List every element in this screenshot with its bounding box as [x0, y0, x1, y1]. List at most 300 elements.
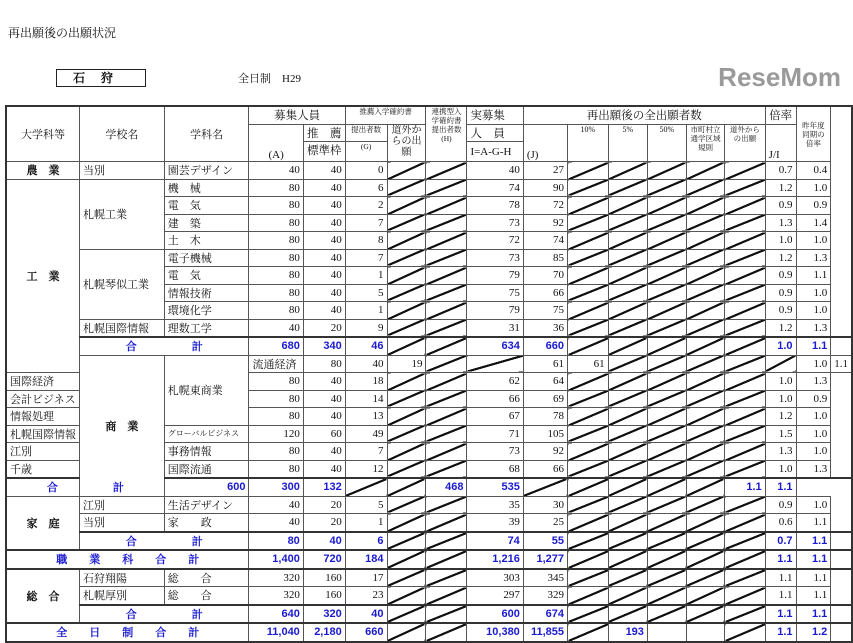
header-category: 大学科等: [6, 106, 80, 162]
grand-total-row: [6, 550, 852, 569]
p50-cell: [647, 197, 686, 215]
outside-cell: [426, 355, 467, 373]
p10-cell: [568, 408, 609, 426]
outside2-cell: [725, 496, 765, 514]
submitted-cell: 18: [345, 373, 387, 391]
outside2-cell: [765, 355, 796, 373]
ratio-cell: 1.0: [765, 460, 796, 478]
municipal-cell: [686, 425, 724, 443]
outside-cell: [387, 249, 426, 267]
capacity-cell: 80: [249, 408, 303, 426]
outside-cell: [387, 162, 426, 180]
rec-quota-cell: 300: [249, 478, 303, 496]
actual-cell: 68: [467, 460, 523, 478]
p5-cell: [608, 569, 647, 587]
header-rec-quota: 推 薦: [303, 124, 345, 142]
p50-cell: [647, 337, 686, 355]
p10-cell: [568, 550, 609, 569]
p10-cell: [568, 319, 609, 337]
rec-quota-cell: 40: [303, 197, 345, 215]
school-cell: 札幌琴似工業: [80, 249, 165, 319]
actual-cell: 74: [467, 532, 523, 551]
subtotal-row: [6, 478, 852, 496]
linked-cell: [426, 337, 467, 355]
prev-ratio-cell: 1.1: [796, 605, 831, 624]
capacity-cell: 80: [249, 267, 303, 285]
p10-cell: [608, 355, 647, 373]
dept-cell: 電 気: [164, 267, 249, 285]
dept-cell: 会計ビジネス: [6, 390, 80, 408]
outside2-cell: [725, 532, 765, 551]
subtotal-label: 合 計: [80, 532, 249, 551]
municipal-cell: [647, 478, 686, 496]
applicants-cell: 30: [523, 496, 567, 514]
rec-quota-cell: 40: [303, 267, 345, 285]
capacity-cell: 80: [249, 443, 303, 461]
capacity-cell: 80: [249, 214, 303, 232]
prev-ratio-cell: 0.4: [796, 162, 831, 180]
applicants-cell: 27: [523, 162, 567, 180]
header-actual: 実募集: [467, 106, 523, 124]
rec-quota-cell: 40: [303, 284, 345, 302]
outside-cell: [387, 587, 426, 605]
header-capacity: 募集人員: [249, 106, 345, 124]
submitted-cell: 17: [345, 569, 387, 587]
p50-cell: [647, 605, 686, 624]
outside2-cell: [725, 319, 765, 337]
prev-ratio-cell: 1.2: [796, 623, 831, 642]
municipal-cell: [686, 496, 724, 514]
actual-cell: 39: [467, 514, 523, 532]
outside2-cell: [725, 569, 765, 587]
prev-ratio-cell: 1.3: [796, 319, 831, 337]
actual-cell: 71: [467, 425, 523, 443]
capacity-cell: 120: [249, 425, 303, 443]
linked-cell: [426, 197, 467, 215]
capacity-cell: 80: [249, 232, 303, 250]
subtotal-row: [6, 337, 852, 355]
submitted-cell: 0: [345, 162, 387, 180]
municipal-cell: [686, 443, 724, 461]
ratio-cell: 0.9: [765, 496, 796, 514]
actual-cell: 74: [467, 179, 523, 197]
capacity-cell: 80: [249, 302, 303, 320]
actual-cell: 66: [467, 390, 523, 408]
outside-cell: [387, 232, 426, 250]
municipal-cell: [686, 623, 724, 642]
ratio-cell: 1.1: [725, 478, 765, 496]
application-status-table: [5, 105, 853, 643]
p50-cell: [647, 514, 686, 532]
linked-cell: [426, 514, 467, 532]
table-row: [6, 569, 852, 587]
p50-cell: [647, 408, 686, 426]
outside-cell: [387, 284, 426, 302]
p50-cell: [647, 249, 686, 267]
school-cell: 江別: [80, 496, 165, 514]
outside-cell: [387, 214, 426, 232]
ratio-cell: 1.2: [765, 249, 796, 267]
submitted-cell: 13: [345, 408, 387, 426]
table-row: [6, 162, 852, 180]
municipal-cell: [686, 179, 724, 197]
outside-cell: [387, 569, 426, 587]
outside-cell: [345, 478, 387, 496]
prev-ratio-cell: 1.1: [796, 532, 831, 551]
applicants-cell: 78: [523, 408, 567, 426]
p10-cell: [568, 623, 609, 642]
header-rec-pledge: 推薦入学確約書: [345, 106, 426, 124]
dept-cell: 環境化学: [164, 302, 249, 320]
capacity-cell: 80: [249, 179, 303, 197]
header-actual-formula: I=A-G-H: [467, 142, 523, 162]
p10-cell: [568, 267, 609, 285]
outside2-cell: [725, 587, 765, 605]
rec-quota-cell: 60: [303, 425, 345, 443]
municipal-cell: [686, 408, 724, 426]
prev-ratio-cell: 1.0: [796, 302, 831, 320]
ratio-cell: 0.9: [765, 267, 796, 285]
p50-cell: [647, 162, 686, 180]
linked-cell: [426, 179, 467, 197]
linked-cell: [426, 319, 467, 337]
subtotal-label: 合 計: [80, 605, 249, 624]
outside2-cell: [725, 550, 765, 569]
actual-cell: 35: [467, 496, 523, 514]
p5-cell: [608, 267, 647, 285]
outside-cell: [387, 496, 426, 514]
prev-ratio-cell: 1.0: [796, 232, 831, 250]
p50-cell: [647, 425, 686, 443]
ratio-cell: 1.3: [765, 443, 796, 461]
outside2-cell: [725, 623, 765, 642]
p50-cell: [647, 623, 686, 642]
school-cell: 当別: [80, 514, 165, 532]
municipal-cell: [686, 232, 724, 250]
p5-cell: [608, 232, 647, 250]
p50-cell: [647, 587, 686, 605]
header-prev: 昨年度同期の倍率: [796, 106, 831, 162]
prev-ratio-cell: 1.0: [796, 443, 831, 461]
applicants-cell: 329: [523, 587, 567, 605]
outside2-cell: [725, 514, 765, 532]
p50-cell: [608, 478, 647, 496]
header-capacity-a: (A): [249, 124, 303, 162]
prev-ratio-cell: 1.0: [796, 284, 831, 302]
ratio-cell: 1.2: [765, 319, 796, 337]
applicants-cell: 535: [467, 478, 523, 496]
municipal-cell: [686, 337, 724, 355]
p10-cell: [568, 587, 609, 605]
actual-cell: 1,216: [467, 550, 523, 569]
grand-total-label: 職 業 科 合 計: [6, 550, 249, 569]
outside2-cell: [725, 284, 765, 302]
header-outside2: 道外からの出願: [725, 124, 765, 162]
rec-quota-cell: 160: [303, 587, 345, 605]
actual-cell: 600: [467, 605, 523, 624]
actual-cell: 303: [467, 569, 523, 587]
rec-quota-cell: 40: [303, 460, 345, 478]
outside2-cell: [725, 425, 765, 443]
ratio-cell: 0.6: [765, 514, 796, 532]
rec-quota-cell: 40: [303, 162, 345, 180]
submitted-cell: 7: [345, 214, 387, 232]
linked-cell: [426, 623, 467, 642]
linked-cell: [387, 478, 426, 496]
ratio-cell: 1.2: [765, 179, 796, 197]
category-cell: 総 合: [6, 569, 80, 624]
prev-ratio-cell: 1.0: [796, 496, 831, 514]
p5-cell: [608, 319, 647, 337]
rec-quota-cell: 40: [303, 302, 345, 320]
p5-cell: [608, 162, 647, 180]
submitted-cell: 49: [345, 425, 387, 443]
prev-ratio-cell: 1.3: [796, 373, 831, 391]
prev-ratio-cell: 1.1: [831, 355, 852, 373]
ratio-cell: 1.0: [765, 373, 796, 391]
actual-cell: 40: [467, 162, 523, 180]
p10-cell: [568, 460, 609, 478]
p5-cell: [568, 478, 609, 496]
prev-ratio-cell: 1.1: [796, 569, 831, 587]
dept-cell: 生活デザイン: [164, 496, 249, 514]
actual-cell: 79: [467, 267, 523, 285]
actual-cell: 10,380: [467, 623, 523, 642]
p5-cell: [608, 460, 647, 478]
outside-cell: [387, 532, 426, 551]
submitted-cell: 7: [345, 249, 387, 267]
p50-cell: [647, 302, 686, 320]
table-row: [6, 319, 852, 337]
header-school: 学校名: [80, 106, 165, 162]
rec-quota-cell: 40: [303, 214, 345, 232]
linked-cell: [426, 496, 467, 514]
ratio-cell: 0.9: [765, 284, 796, 302]
rec-quota-cell: 20: [303, 496, 345, 514]
header-applicants: 再出願後の全出願者数: [523, 106, 765, 124]
dept-cell: 情報技術: [164, 284, 249, 302]
school-cell: 札幌工業: [80, 179, 165, 249]
p10-cell: [568, 249, 609, 267]
outside-cell: [387, 337, 426, 355]
prev-ratio-cell: 0.9: [796, 390, 831, 408]
ratio-cell: 1.1: [765, 605, 796, 624]
capacity-cell: 640: [249, 605, 303, 624]
ratio-cell: 1.1: [765, 587, 796, 605]
submitted-cell: 5: [345, 496, 387, 514]
capacity-cell: 80: [249, 249, 303, 267]
prev-ratio-cell: 1.1: [796, 550, 831, 569]
dept-cell: 国際経済: [6, 373, 80, 391]
prev-ratio-cell: 1.3: [796, 460, 831, 478]
p10-cell: [568, 337, 609, 355]
prev-ratio-cell: 1.1: [796, 267, 831, 285]
dept-cell: 電子機械: [164, 249, 249, 267]
submitted-cell: 1: [345, 267, 387, 285]
outside2-cell: [686, 478, 724, 496]
p10-cell: [568, 232, 609, 250]
ratio-cell: 1.2: [765, 408, 796, 426]
applicants-cell: 69: [523, 390, 567, 408]
p5-cell: [608, 390, 647, 408]
dept-cell: 土 木: [164, 232, 249, 250]
table-row: [6, 355, 852, 373]
table-row: [6, 514, 852, 532]
school-cell: 札幌国際情報: [6, 425, 80, 443]
dept-cell: 電 気: [164, 197, 249, 215]
p10-cell: [568, 373, 609, 391]
p10-cell: [568, 162, 609, 180]
actual-cell: 67: [467, 408, 523, 426]
linked-cell: [426, 569, 467, 587]
p5-cell: [608, 550, 647, 569]
grand-total-label: 全 日 制 合 計: [6, 623, 249, 642]
p50-cell: [686, 355, 724, 373]
applicants-cell: 660: [523, 337, 567, 355]
capacity-cell: 40: [249, 319, 303, 337]
header-50pct: 50%: [647, 124, 686, 162]
outside2-cell: [725, 460, 765, 478]
ratio-cell: 1.0: [796, 355, 831, 373]
capacity-cell: 80: [249, 390, 303, 408]
grand-total-row: [6, 623, 852, 642]
header-municipal: 市町村立通学区域規則: [686, 124, 724, 162]
prev-ratio-cell: 1.1: [796, 514, 831, 532]
submitted-cell: 7: [345, 443, 387, 461]
p10-cell: [523, 478, 567, 496]
capacity-cell: 80: [249, 197, 303, 215]
p5-cell: [608, 496, 647, 514]
school-cell: 千歳: [6, 460, 80, 478]
applicants-cell: 61: [568, 355, 609, 373]
outside2-cell: [725, 162, 765, 180]
applicants-cell: 70: [523, 267, 567, 285]
linked-cell: [426, 390, 467, 408]
school-cell: 江別: [6, 443, 80, 461]
applicants-cell: 55: [523, 532, 567, 551]
applicants-cell: 36: [523, 319, 567, 337]
p50-cell: [647, 390, 686, 408]
ratio-cell: 1.5: [765, 425, 796, 443]
dept-cell: 総 合: [164, 587, 249, 605]
p10-cell: [568, 284, 609, 302]
prev-ratio-cell: 1.4: [796, 214, 831, 232]
dept-cell: 国際流通: [164, 460, 249, 478]
linked-cell: [426, 460, 467, 478]
p5-cell: [608, 284, 647, 302]
submitted-cell: 6: [345, 179, 387, 197]
outside2-cell: [725, 408, 765, 426]
submitted-cell: 6: [345, 532, 387, 551]
submitted-cell: 184: [345, 550, 387, 569]
applicants-cell: 75: [523, 302, 567, 320]
dept-cell: 建 築: [164, 214, 249, 232]
outside2-cell: [725, 373, 765, 391]
p50-cell: [647, 284, 686, 302]
p5-cell: [608, 302, 647, 320]
outside2-cell: [725, 232, 765, 250]
outside2-cell: [725, 214, 765, 232]
prev-ratio-cell: 0.9: [796, 197, 831, 215]
p50-cell: [647, 550, 686, 569]
outside-cell: [387, 197, 426, 215]
submitted-cell: 12: [345, 460, 387, 478]
rec-quota-cell: 40: [303, 179, 345, 197]
ratio-cell: 1.0: [765, 390, 796, 408]
capacity-cell: 40: [249, 162, 303, 180]
table-row: [6, 496, 852, 514]
submitted-cell: 8: [345, 232, 387, 250]
actual-cell: 62: [467, 373, 523, 391]
p50-cell: [647, 496, 686, 514]
p5-cell: [608, 179, 647, 197]
p50-cell: [647, 179, 686, 197]
p5-cell: 193: [608, 623, 647, 642]
linked-cell: [426, 408, 467, 426]
header-submitted: 提出者数: [345, 124, 387, 142]
header-5pct: 5%: [608, 124, 647, 162]
p10-cell: [568, 302, 609, 320]
p5-cell: [608, 197, 647, 215]
actual-cell: 31: [467, 319, 523, 337]
schedule-label: 全日制 H29: [238, 73, 301, 85]
dept-cell: 機 械: [164, 179, 249, 197]
region-label: 石狩: [56, 69, 146, 87]
submitted-cell: 660: [345, 623, 387, 642]
municipal-cell: [686, 550, 724, 569]
applicants-cell: 74: [523, 232, 567, 250]
p5-cell: [608, 408, 647, 426]
actual-cell: 79: [467, 302, 523, 320]
p50-cell: [647, 232, 686, 250]
linked-cell: [426, 284, 467, 302]
capacity-cell: 40: [249, 496, 303, 514]
submitted-cell: 132: [303, 478, 345, 496]
capacity-cell: 320: [249, 587, 303, 605]
applicants-cell: 674: [523, 605, 567, 624]
table-row: [6, 587, 852, 605]
actual-cell: 73: [467, 249, 523, 267]
submitted-cell: 1: [345, 514, 387, 532]
actual-cell: 72: [467, 232, 523, 250]
linked-cell: [426, 587, 467, 605]
school-cell: 当別: [80, 162, 165, 180]
header-submitted-g: (G): [345, 142, 387, 162]
linked-cell: [426, 532, 467, 551]
rec-quota-cell: 40: [303, 249, 345, 267]
linked-cell: [426, 214, 467, 232]
rec-quota-cell: 40: [303, 232, 345, 250]
outside-cell: [387, 267, 426, 285]
table-row: [6, 249, 852, 267]
rec-quota-cell: 340: [303, 337, 345, 355]
municipal-cell: [686, 587, 724, 605]
dept-cell: 総 合: [164, 569, 249, 587]
linked-cell: [426, 267, 467, 285]
rec-quota-cell: 40: [345, 355, 387, 373]
ratio-cell: 0.7: [765, 532, 796, 551]
applicants-cell: 92: [523, 443, 567, 461]
municipal-cell: [686, 460, 724, 478]
p5-cell: [608, 214, 647, 232]
outside2-cell: [725, 249, 765, 267]
linked-cell: [426, 302, 467, 320]
actual-cell: 61: [523, 355, 567, 373]
municipal-cell: [686, 532, 724, 551]
applicants-cell: 345: [523, 569, 567, 587]
header-dept: 学科名: [164, 106, 249, 162]
school-cell: 石狩翔陽: [80, 569, 165, 587]
